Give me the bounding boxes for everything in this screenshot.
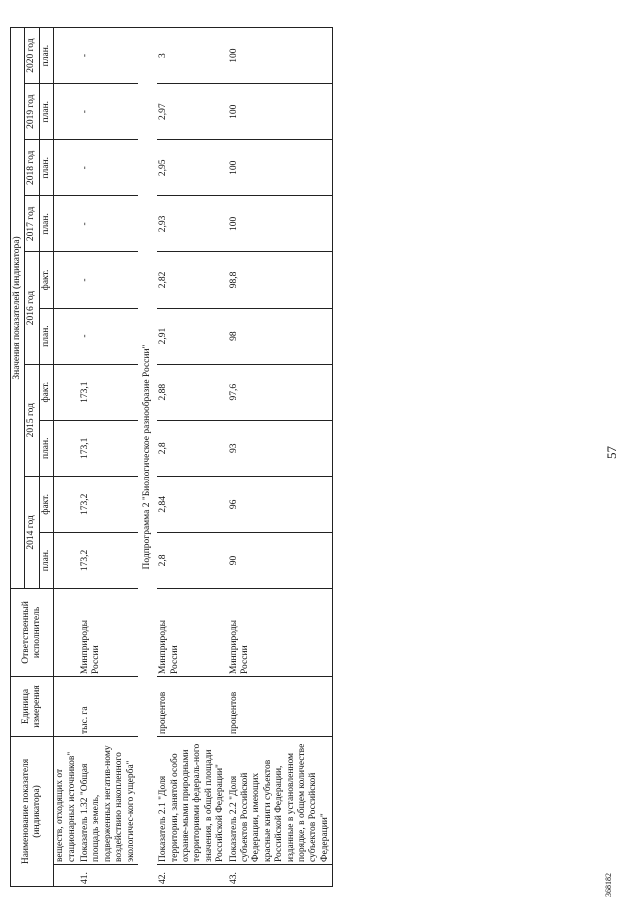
header-2020: 2020 год [25,28,39,84]
value-cell: 2,95 [157,140,227,196]
row-number: 41. [79,865,138,887]
header-unit: Единица измерения [11,676,54,736]
table-row [228,28,333,887]
value-cell: 2,82 [157,252,227,308]
unit-cell [54,676,79,736]
value-cell: 2,84 [157,476,227,532]
value-cell: 2,91 [157,308,227,364]
value-cell [54,28,79,84]
value-cell: 2,93 [157,196,227,252]
indicator-name: веществ, отходящих от стационарных источников" [54,736,79,864]
indicator-name: Показатель 1.32 "Общая площадь земель, подверженных негатив-ному воздействию накопленного экологичес-кого ущерба" [79,736,138,864]
header-fakt: факт. [39,476,53,532]
value-cell [54,364,79,420]
value-cell [54,84,79,140]
value-cell: 96 [228,476,333,532]
indicator-table [10,27,333,887]
value-cell: - [79,196,138,252]
header-plan: план. [39,420,53,476]
unit-cell: тыс. га [79,676,138,736]
page-number: 57 [604,446,619,459]
indicator-name: Показатель 2.2 "Доля субъектов Российской Федерации, имеющих красные книги субъектов Российской Федерации, изданные в установленном порядке, в общем количестве субъектов Российской Федерации" [228,736,333,864]
header-plan: план. [39,532,53,588]
row-number [54,865,79,887]
table-row [79,28,138,887]
value-cell: 97,6 [228,364,333,420]
row-number: 42. [157,865,227,887]
value-cell [54,308,79,364]
executor-cell: Минприроды России [157,588,227,676]
value-cell: 3 [157,28,227,84]
value-cell: 173,1 [79,420,138,476]
header-values: Значения показателей (индикатора) [11,28,25,589]
unit-cell: процентов [157,676,227,736]
value-cell: 100 [228,140,333,196]
header-2015: 2015 год [25,364,39,476]
header-executor: Ответственный исполнитель [11,588,54,676]
value-cell: 98 [228,308,333,364]
value-cell: - [79,84,138,140]
value-cell [54,196,79,252]
value-cell: - [79,140,138,196]
executor-cell [54,588,79,676]
header-fakt: факт. [39,252,53,308]
header-plan: план. [39,196,53,252]
executor-cell: Минприроды России [228,588,333,676]
row-number: 43. [228,865,333,887]
indicator-name: Показатель 2.1 "Доля территории, занятой особо охраняе-мыми природными территориями федераль-ного значения, в общей площади Российской Федерации" [157,736,227,864]
value-cell: 90 [228,532,333,588]
value-cell: 100 [228,28,333,84]
value-cell: - [79,28,138,84]
value-cell: 100 [228,84,333,140]
header-fakt: факт. [39,364,53,420]
header-2016: 2016 год [25,252,39,364]
header-name: Наименование показателя (индикатора) [11,736,54,886]
unit-cell: процентов [228,676,333,736]
value-cell [54,252,79,308]
header-plan: план. [39,140,53,196]
subprogram-heading: Подпрограмма 2 "Биологическое разнообразие России" [138,28,157,887]
document-id: 368182 [604,873,613,897]
value-cell: - [79,252,138,308]
value-cell [54,532,79,588]
header-2018: 2018 год [25,140,39,196]
value-cell: 2,8 [157,532,227,588]
header-plan: план. [39,308,53,364]
value-cell: 98,8 [228,252,333,308]
header-2019: 2019 год [25,84,39,140]
executor-cell: Минприроды России [79,588,138,676]
header-2017: 2017 год [25,196,39,252]
table-body [54,28,333,887]
value-cell: 2,88 [157,364,227,420]
header-2014: 2014 год [25,476,39,588]
value-cell: 2,97 [157,84,227,140]
value-cell [54,420,79,476]
table-row [54,28,79,887]
header-plan: план. [39,28,53,84]
value-cell [54,476,79,532]
table-row [157,28,227,887]
value-cell [54,140,79,196]
header-plan: план. [39,84,53,140]
value-cell: 93 [228,420,333,476]
value-cell: 2,8 [157,420,227,476]
value-cell: 173,2 [79,476,138,532]
value-cell: 100 [228,196,333,252]
value-cell: - [79,308,138,364]
value-cell: 173,2 [79,532,138,588]
value-cell: 173,1 [79,364,138,420]
subprogram-row [138,28,157,887]
